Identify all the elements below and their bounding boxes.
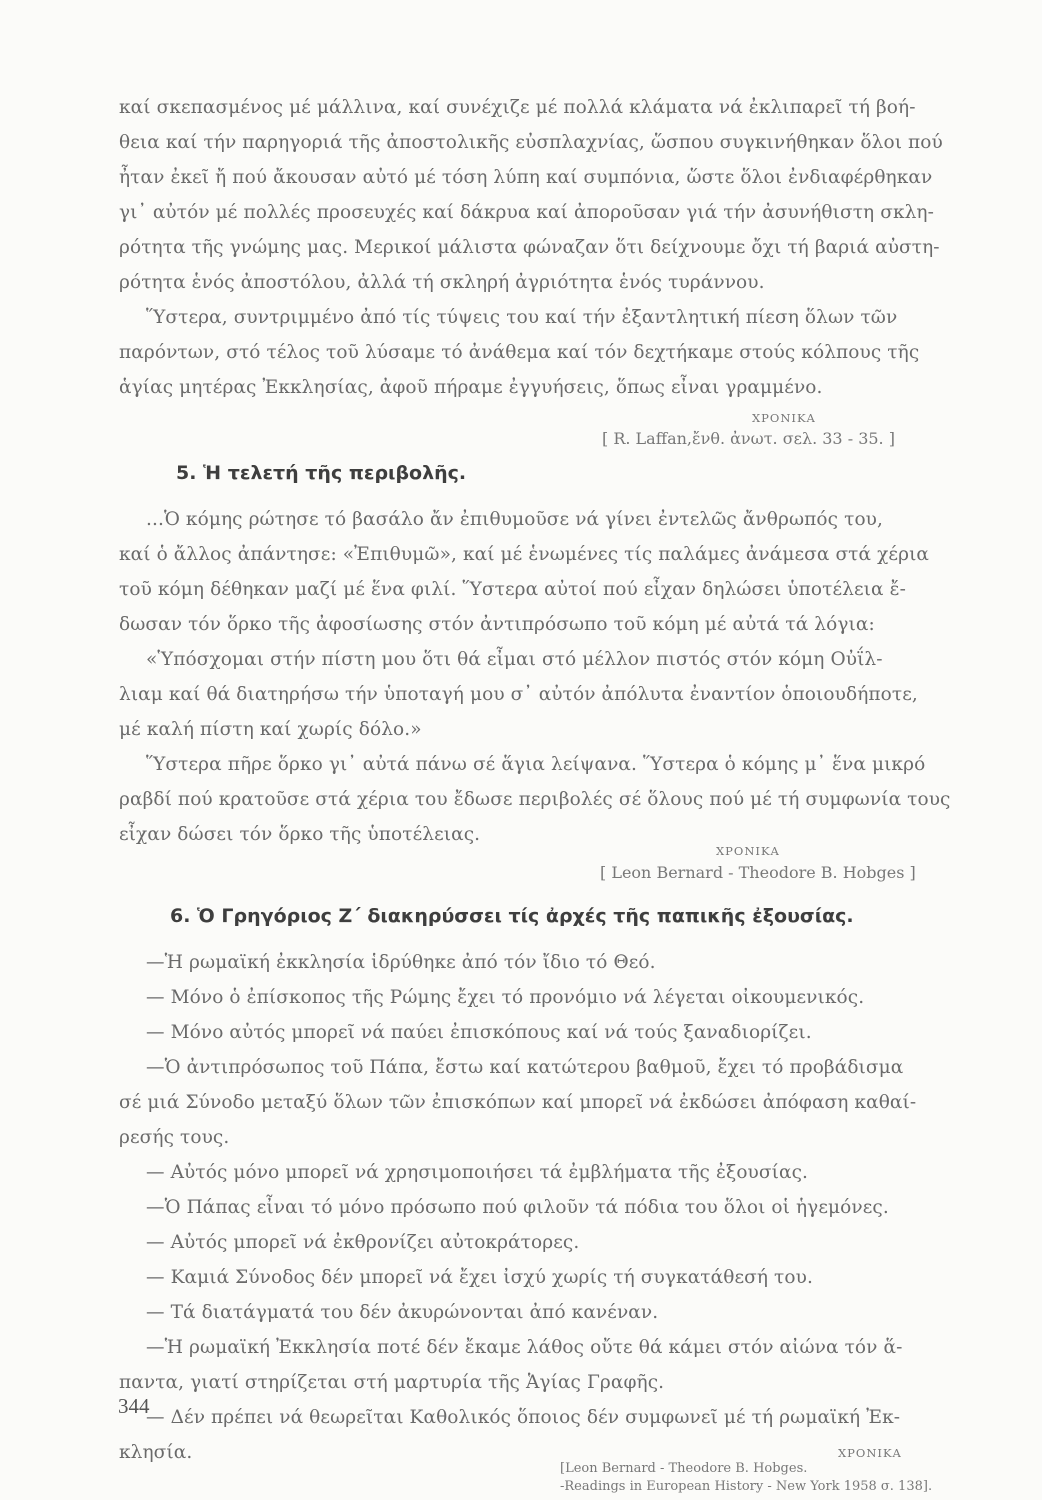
text-line: μέ καλή πίστη καί χωρίς δόλο.» bbox=[119, 719, 422, 740]
source-label: ΧΡΟΝΙΚΑ bbox=[752, 411, 816, 425]
section-6-heading: 6. Ὁ Γρηγόριος Ζ΄ διακηρύσσει τίς ἀρχές τῆς παπικῆς ἐξουσίας. bbox=[170, 905, 854, 927]
text-line: τοῦ κόμη δέθηκαν μαζί μέ ἕνα φιλί. Ὕστερα αὐτοί πού εἶχαν δηλώσει ὑποτέλεια ἔ- bbox=[119, 579, 906, 600]
section-5-heading: 5. Ἡ τελετή τῆς περιβολῆς. bbox=[176, 462, 467, 484]
source-citation: [Leon Bernard - Theodore B. Hobges. bbox=[560, 1461, 808, 1476]
text-line: «Ὑπόσχομαι στήν πίστη μου ὅτι θά εἶμαι στό μέλλον πιστός στόν κόμη Οὐΐλ- bbox=[146, 649, 883, 670]
list-item: — Μόνο αὐτός μπορεῖ νά παύει ἐπισκόπους καί νά τούς ξαναδιορίζει. bbox=[146, 1022, 812, 1043]
list-item: —Ὁ ἀντιπρόσωπος τοῦ Πάπα, ἔστω καί κατώτερου βαθμοῦ, ἔχει τό προβάδισμα bbox=[146, 1057, 904, 1078]
list-item: ρεσής τους. bbox=[119, 1127, 230, 1148]
list-item: — Αὐτός μπορεῖ νά ἐκθρονίζει αὐτοκράτορες. bbox=[146, 1232, 580, 1253]
list-item: — Αὐτός μόνο μπορεῖ νά χρησιμοποιήσει τά ἐμβλήματα τῆς ἐξουσίας. bbox=[146, 1162, 809, 1183]
text-line: ρότητα τῆς γνώμης μας. Μερικοί μάλιστα φώναζαν ὅτι δείχνουμε ὄχι τή βαριά αὐστη- bbox=[119, 237, 940, 258]
text-line: καί ὁ ἄλλος ἀπάντησε: «Ἐπιθυμῶ», καί μέ ἑνωμένες τίς παλάμες ἀνάμεσα στά χέρια bbox=[119, 544, 930, 565]
text-line: δωσαν τόν ὅρκο τῆς ἀφοσίωσης στόν ἀντιπρόσωπο τοῦ κόμη μέ αὐτά τά λόγια: bbox=[119, 614, 875, 635]
text-line: Ὕστερα πῆρε ὅρκο γι᾽ αὐτά πάνω σέ ἅγια λείψανα. Ὕστερα ὁ κόμης μ᾽ ἕνα μικρό bbox=[146, 754, 926, 775]
list-item: σέ μιά Σύνοδο μεταξύ ὅλων τῶν ἐπισκόπων καί μπορεῖ νά ἐκδώσει ἀπόφαση καθαί- bbox=[119, 1092, 917, 1113]
source-citation: [ R. Laffan,ἔνθ. ἀνωτ. σελ. 33 - 35. ] bbox=[602, 429, 895, 448]
text-line: παρόντων, στό τέλος τοῦ λύσαμε τό ἀνάθεμα καί τόν δεχτήκαμε στούς κόλπους τῆς bbox=[119, 342, 920, 363]
text-line: ρότητα ἑνός ἀποστόλου, ἀλλά τή σκληρή ἀγριότητα ἑνός τυράννου. bbox=[119, 272, 765, 293]
text-line: εἶχαν δώσει τόν ὅρκο τῆς ὑποτέλειας. bbox=[119, 824, 481, 845]
source-label: ΧΡΟΝΙΚΑ bbox=[838, 1446, 902, 1460]
text-line: γι᾽ αὐτόν μέ πολλές προσευχές καί δάκρυα καί ἀποροῦσαν γιά τήν ἀσυνήθιστη σκλη- bbox=[119, 202, 934, 223]
text-line: ραβδί πού κρατοῦσε στά χέρια του ἔδωσε περιβολές σέ ὅλους πού μέ τή συμφωνία τους bbox=[119, 789, 951, 810]
text-line: θεια καί τήν παρηγοριά τῆς ἀποστολικῆς εὐσπλαχνίας, ὥσπου συγκινήθηκαν ὅλοι πού bbox=[119, 132, 943, 153]
text-line: καί σκεπασμένος μέ μάλλινα, καί συνέχιζε μέ πολλά κλάματα νά ἐκλιπαρεῖ τή βοή- bbox=[119, 97, 916, 118]
list-item: —Ἡ ρωμαϊκή ἐκκλησία ἱδρύθηκε ἀπό τόν ἴδιο τό Θεό. bbox=[146, 952, 656, 973]
list-item: —Ἡ ρωμαϊκή Ἐκκλησία ποτέ δέν ἔκαμε λάθος οὔτε θά κάμει στόν αἰώνα τόν ἅ- bbox=[146, 1337, 903, 1358]
page-number: 344 bbox=[118, 1394, 150, 1418]
text-line: ...Ὁ κόμης ρώτησε τό βασάλο ἄν ἐπιθυμοῦσε νά γίνει ἐντελῶς ἄνθρωπός του, bbox=[146, 509, 884, 530]
text-line: λιαμ καί θά διατηρήσω τήν ὑποταγή μου σ᾽ αὐτόν ἀπόλυτα ἐναντίον ὁποιουδήποτε, bbox=[119, 684, 918, 705]
list-item: — Μόνο ὁ ἐπίσκοπος τῆς Ρώμης ἔχει τό προνόμιο νά λέγεται οἰκουμενικός. bbox=[146, 987, 865, 1008]
list-item: κλησία. bbox=[119, 1442, 193, 1463]
source-label: ΧΡΟΝΙΚΑ bbox=[716, 844, 780, 858]
source-citation: -Readings in European History - New York 1958 σ. 138]. bbox=[560, 1479, 933, 1494]
text-line: Ὕστερα, συντριμμένο ἀπό τίς τύψεις του καί τήν ἐξαντλητική πίεση ὅλων τῶν bbox=[146, 307, 898, 328]
list-item: παντα, γιατί στηρίζεται στή μαρτυρία τῆς Ἁγίας Γραφῆς. bbox=[119, 1372, 665, 1393]
list-item: — Καμιά Σύνοδος δέν μπορεῖ νά ἔχει ἰσχύ χωρίς τή συγκατάθεσή του. bbox=[146, 1267, 813, 1288]
list-item: —Ὁ Πάπας εἶναι τό μόνο πρόσωπο πού φιλοῦν τά πόδια του ὅλοι οἱ ἡγεμόνες. bbox=[146, 1197, 889, 1218]
source-citation: [ Leon Bernard - Theodore B. Hobges ] bbox=[600, 863, 916, 882]
text-line: ἁγίας μητέρας Ἐκκλησίας, ἀφοῦ πήραμε ἐγγυήσεις, ὅπως εἶναι γραμμένο. bbox=[119, 377, 823, 398]
text-line: ἦταν ἐκεῖ ἤ πού ἄκουσαν αὐτό μέ τόση λύπη καί συμπόνια, ὥστε ὅλοι ἐνδιαφέρθηκαν bbox=[119, 167, 933, 188]
list-item: — Τά διατάγματά του δέν ἀκυρώνονται ἀπό κανέναν. bbox=[146, 1302, 659, 1323]
list-item: — Δέν πρέπει νά θεωρεῖται Καθολικός ὅποιος δέν συμφωνεῖ μέ τή ρωμαϊκή Ἐκ- bbox=[146, 1407, 901, 1428]
